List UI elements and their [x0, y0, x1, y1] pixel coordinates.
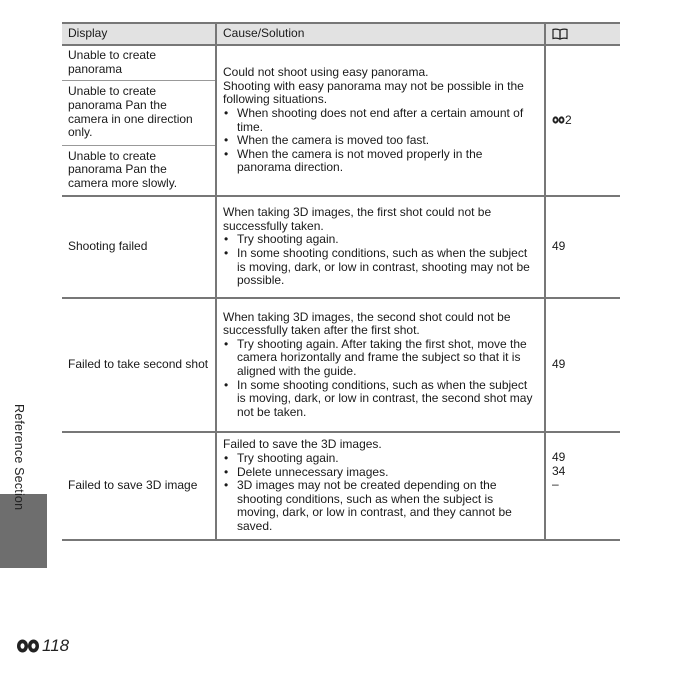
book-icon [552, 28, 568, 40]
header-cause: Cause/Solution [216, 23, 545, 45]
list-item: • In some shooting conditions, such as when the subject is moving, dark, or low in contrast, shooting may not be possible. [223, 247, 538, 288]
list-item: • When the camera is not moved properly in the panorama direction. [223, 148, 538, 175]
cause-bullets [223, 452, 538, 534]
reference-cell [545, 45, 620, 196]
list-item: • 3D images may not be created depending on the shooting conditions, such as when the subject is moving, dark, or low in contrast, and they cannot be saved. [223, 479, 538, 533]
list-item: • When the camera is moved too fast. [223, 134, 538, 148]
reference-list [552, 451, 614, 492]
list-item: • Try shooting again. After taking the first shot, move the camera horizontally and frame the subject so that it is aligned with the guide. [223, 338, 538, 379]
reference-page: 2 [565, 112, 572, 127]
cause-bullets [223, 338, 538, 420]
table-row [62, 196, 620, 298]
table-row [62, 432, 620, 540]
cause-lead: When taking 3D images, the second shot could not be successfully taken after the first shot. [223, 309, 511, 338]
display-cell: Unable to create panorama Pan the camera more slowly. [62, 145, 216, 196]
table-header-row [62, 23, 620, 45]
cause-cell [216, 432, 545, 540]
header-display: Display [62, 23, 216, 45]
cause-lead: When taking 3D images, the first shot could not be successfully taken. [223, 205, 492, 233]
display-cell: Shooting failed [62, 196, 216, 298]
cause-lead: Could not shoot using easy panorama. [223, 65, 429, 80]
reference-page: – [552, 477, 559, 492]
display-cell: Unable to create panorama [62, 45, 216, 80]
cause-cell [216, 196, 545, 298]
header-reference [545, 23, 620, 45]
reference-section-icon [552, 115, 565, 125]
display-cell: Failed to save 3D image [62, 432, 216, 540]
display-cell: Unable to create panorama Pan the camera in one direction only. [62, 80, 216, 145]
cause-lead: Failed to save the 3D images. [223, 437, 382, 452]
reference-section-icon [16, 638, 40, 654]
reference-cell [545, 432, 620, 540]
list-item: • Try shooting again. [223, 452, 538, 466]
table-row [62, 45, 620, 80]
cause-bullets [223, 233, 538, 287]
list-item: • Try shooting again. [223, 233, 538, 247]
reference-page: 49 [552, 450, 566, 464]
reference-page: 34 [552, 463, 566, 478]
section-label: Reference Section [12, 404, 26, 511]
list-item: • In some shooting conditions, such as when the subject is moving, dark, or low in contrast, the second shot may not be taken. [223, 379, 538, 420]
table-row [62, 298, 620, 432]
display-cell: Failed to take second shot [62, 298, 216, 432]
page-number-text: 118 [42, 636, 70, 655]
cause-bullets [223, 107, 538, 175]
page-number [16, 636, 69, 656]
reference-cell: 49 [545, 298, 620, 432]
troubleshooting-table [62, 22, 620, 541]
list-item: • Delete unnecessary images. [223, 466, 538, 480]
list-item: • When shooting does not end after a certain amount of time. [223, 107, 538, 134]
cause-cell [216, 45, 545, 196]
reference-cell: 49 [545, 196, 620, 298]
cause-cell [216, 298, 545, 432]
cause-lead-2: Shooting with easy panorama may not be possible in the following situations. [223, 78, 524, 107]
